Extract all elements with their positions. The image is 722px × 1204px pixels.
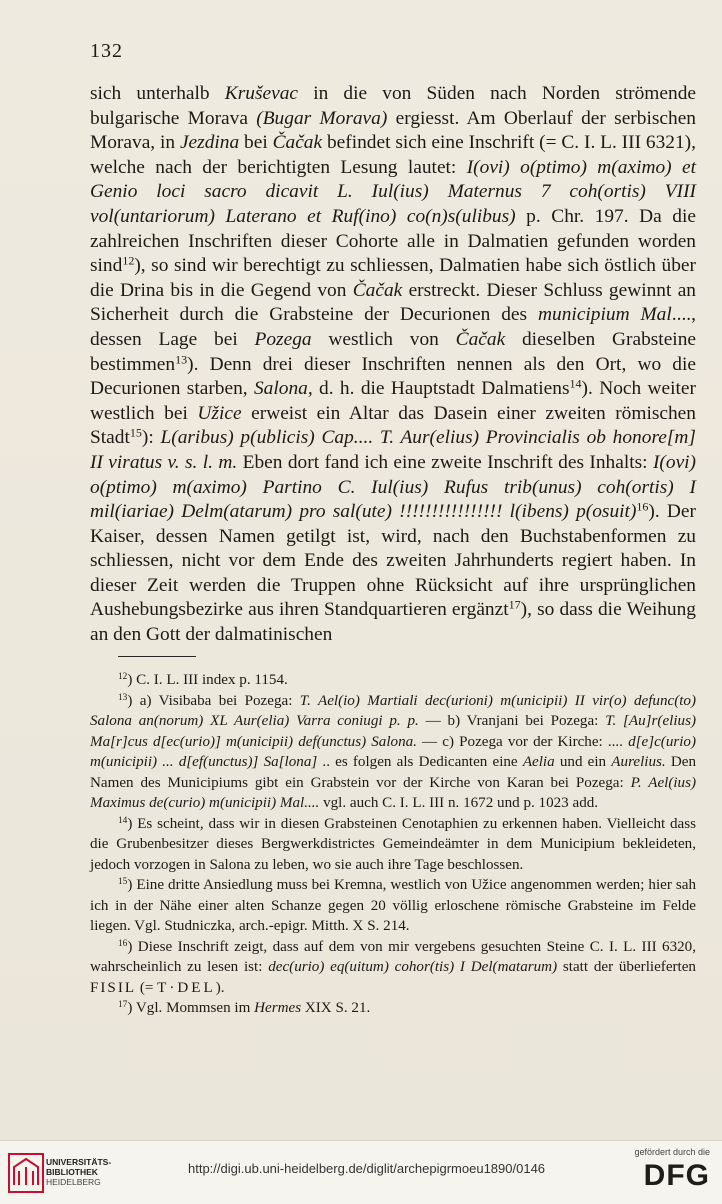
footnote-ref[interactable]: 13 <box>175 351 188 366</box>
permalink-url[interactable]: http://digi.ub.uni-heidelberg.de/diglit/archepigrmoeu1890/0146 <box>188 1161 546 1176</box>
inscription-text: P. Ael(ius) Maximus de(curio) m(unicipii) Mal.... <box>90 774 697 811</box>
footnote-text: ) a) Visibaba bei Pozega: <box>127 692 300 709</box>
footnote-text: ) Es scheint, dass wir in diesen Grabsteinen Cenotaphien zu erkennen haben. Vielleicht dass die Grubenbesitzer dieses Bergwerkdistrictes Gemeindeämter in dem Municipium bekleideten, jedoch vorzogen in Salona zu leben, wo sie auch ihre Tage beschlossen. <box>90 815 696 873</box>
footnote-text: vgl. auch C. I. L. III n. 1672 und p. 1023 add. <box>319 795 599 811</box>
page-number: 132 <box>90 40 123 62</box>
footnote-text: — b) Vranjani bei Pozega: <box>418 713 606 729</box>
footnote-text: Den Namen des Municipiums gibt ein Grabstein vor der Kirche von Karan bei Pozega: <box>90 754 696 791</box>
footnote-mark: 12 <box>118 671 128 682</box>
text-run: ). Denn drei dieser Inschriften nennen als den Ort, wo die Decurionen starben, <box>90 353 696 400</box>
library-name-line: UNIVERSITÄTS- <box>46 1157 112 1167</box>
inscription-text: T. [Au]r(elius) Ma[r]cus d[ec(urio)] m(unicipii) def(unctus) Salona. <box>90 713 696 750</box>
name-text: Aelia <box>522 754 555 770</box>
inscription-text: dec(urio) eq(uitum) cohor(tis) I Del(matarum) <box>268 959 558 975</box>
footnote-text: und ein <box>554 754 612 770</box>
footnote-text: statt der überlieferten <box>557 959 696 975</box>
footnote-text: ) Vgl. Mommsen im <box>127 1000 255 1016</box>
text-run: ), so sind wir berechtigt zu schliessen, Dalmatien habe sich östlich über die Drina bis in die Gegend von <box>90 255 696 301</box>
footnote-ref[interactable]: 16 <box>636 499 649 514</box>
place-name: Kruševac <box>224 83 299 104</box>
municipium-name: municipium Mal <box>538 304 672 326</box>
text-run: ...., dessen Lage bei <box>90 304 697 350</box>
inscription-text: I(ovi) o(ptimo) m(aximo) Partino C. Iul(ius) Rufus trib(unus) coh(ortis) I mil(iariae) Delm(atarum) pro sal(ute) !!!!!!!!!!!!!!!! l(ibens) p(osuit) <box>90 451 697 523</box>
inscription-text: d[e]c(urio) m(unicipii) ... d[ef(unctus)] Sa[lona] <box>90 733 697 770</box>
text-run: d. h. die Hauptstadt Dalmatiens <box>312 378 570 400</box>
text-run: dieselben Grabsteine bestimmen <box>90 328 696 375</box>
footnote-text: .. es folgen als Dedicanten eine <box>317 754 523 770</box>
footnote-mark: 17 <box>118 999 128 1010</box>
text-run: sich unterhalb <box>90 83 225 104</box>
library-name-line: BIBLIOTHEK <box>46 1167 98 1177</box>
text-run: in die von Süden nach Norden strömende bulgarische Morava <box>90 83 696 129</box>
footnote-text: — c) Pozega vor der Kirche: .... <box>416 733 629 750</box>
footnote-12 <box>90 670 696 691</box>
footnote-text: ). <box>215 979 225 996</box>
viewer-footer <box>0 1140 722 1204</box>
footnote-17 <box>90 998 696 1019</box>
footnote-text: ) C. I. L. III index p. 1154. <box>127 672 288 688</box>
place-name: (Bugar Morava) <box>256 107 388 129</box>
footnote-text: ) Eine dritte Ansiedlung muss bei Kremna, westlich von Užice angenommen werden; hier sah ich in der Nähe einer alten Schanze gegen 20 völlig erloschene römische Grabsteine im Felde liegen. Vgl. Studniczka, arch.-epigr. Mitth. X S. 214. <box>90 877 696 934</box>
inscription-text: T. Ael(io) Martiali dec(urioni) m(unicipii) II vir(o) defunc(to) Salona an(norum) XL Aur(elia) Varra coniugi p. p. <box>90 692 696 729</box>
university-library-logo-icon[interactable] <box>8 1153 44 1193</box>
inscription-letters: FISIL <box>90 979 137 996</box>
text-run: ): <box>141 427 161 449</box>
text-run: erstreckt. Dieser Schluss gewinnt an Sicherheit durch die Grabsteine der Decurionen des <box>90 279 696 326</box>
footnote-ref[interactable]: 15 <box>129 425 142 440</box>
text-run: erweist ein Altar das Dasein einer zweiten römischen Stadt <box>90 402 696 449</box>
place-name: Jezdina <box>179 132 240 154</box>
text-run: Eben dort fand ich eine zweite Inschrift des Inhalts: <box>237 451 653 473</box>
footnote-ref[interactable]: 14 <box>569 376 582 391</box>
footnote-text: ) Diese Inschrift zeigt, dass auf dem von mir vergebens gesuchten Steine C. I. L. III 6320, wahrscheinlich zu lesen ist: <box>90 938 696 975</box>
library-name-line: HEIDELBERG <box>46 1177 101 1187</box>
footnote-13 <box>90 691 696 814</box>
inscription-text: I(ovi) o(ptimo) m(aximo) et Genio loci sacro dicavit L. Iul(ius) Maternus 7 coh(ortis) VIII vol(untariorum) Laterano et Ruf(ino) co(n)s(ulibus) <box>90 156 696 227</box>
journal-title: Hermes <box>254 1000 302 1016</box>
inscription-letters: T·DEL <box>157 979 216 996</box>
place-name: Užice <box>197 402 242 424</box>
footnote-ref[interactable]: 17 <box>508 597 521 612</box>
footnote-16 <box>90 937 696 999</box>
place-name: Čačak <box>272 132 323 154</box>
text-run: ). Der Kaiser, dessen Namen getilgt ist, wird, nach den Buchstabenformen zu schliessen, nicht vor dem Ende des zweiten Jahrhunderts regiert haben. In dieser Zeit werden die Truppen ohne Rücksicht auf ihre ursprünglichen Aushebungsbezirke aus ihren Standquartieren ergänzt <box>90 501 696 621</box>
text-run: p. Chr. 197. Da die zahlreichen Inschriften dieser Cohorte alle in Dalmatien gefunden worden sind <box>90 205 696 277</box>
footnotes <box>90 670 696 1019</box>
funding-caption: gefördert durch die <box>634 1147 710 1157</box>
inscription-text: L(aribus) p(ublicis) Cap.... T. Aur(elius) Provincialis ob honore[m] II viratus v. s. l. m. <box>90 427 696 473</box>
dfg-logo[interactable]: DFG <box>643 1159 710 1192</box>
body-paragraph <box>90 82 696 648</box>
text-run: westlich von <box>311 328 456 350</box>
footnote-ref[interactable]: 12 <box>122 253 135 268</box>
footnote-divider <box>118 656 196 657</box>
main-body-text <box>90 82 696 648</box>
footnote-text: XIX S. 21. <box>301 1000 371 1016</box>
text-run: ). Noch weiter westlich bei <box>90 378 696 424</box>
footnote-text: (= <box>136 979 158 996</box>
text-run: befindet sich eine Inschrift (= C. I. L. III 6321), welche nach der berichtigten Lesung lautet: <box>90 132 696 178</box>
library-name[interactable] <box>46 1157 111 1187</box>
place-name: Čačak <box>352 279 403 301</box>
footnote-15 <box>90 875 696 937</box>
text-run: ergiesst. Am Oberlauf der serbischen Morava, in <box>90 107 696 154</box>
footnote-14 <box>90 814 696 876</box>
place-name: Salona, <box>253 378 313 400</box>
text-run: ), so dass die Weihung an den Gott der dalmatinischen <box>90 599 696 646</box>
text-run: bei <box>239 132 273 154</box>
footnote-mark: 15 <box>118 876 128 887</box>
footnote-mark: 14 <box>118 815 128 826</box>
footnote-mark: 16 <box>118 938 128 949</box>
place-name: Čačak <box>455 328 506 350</box>
name-text: Aurelius. <box>611 754 666 770</box>
footnote-mark: 13 <box>118 692 128 703</box>
place-name: Pozega <box>254 328 312 350</box>
